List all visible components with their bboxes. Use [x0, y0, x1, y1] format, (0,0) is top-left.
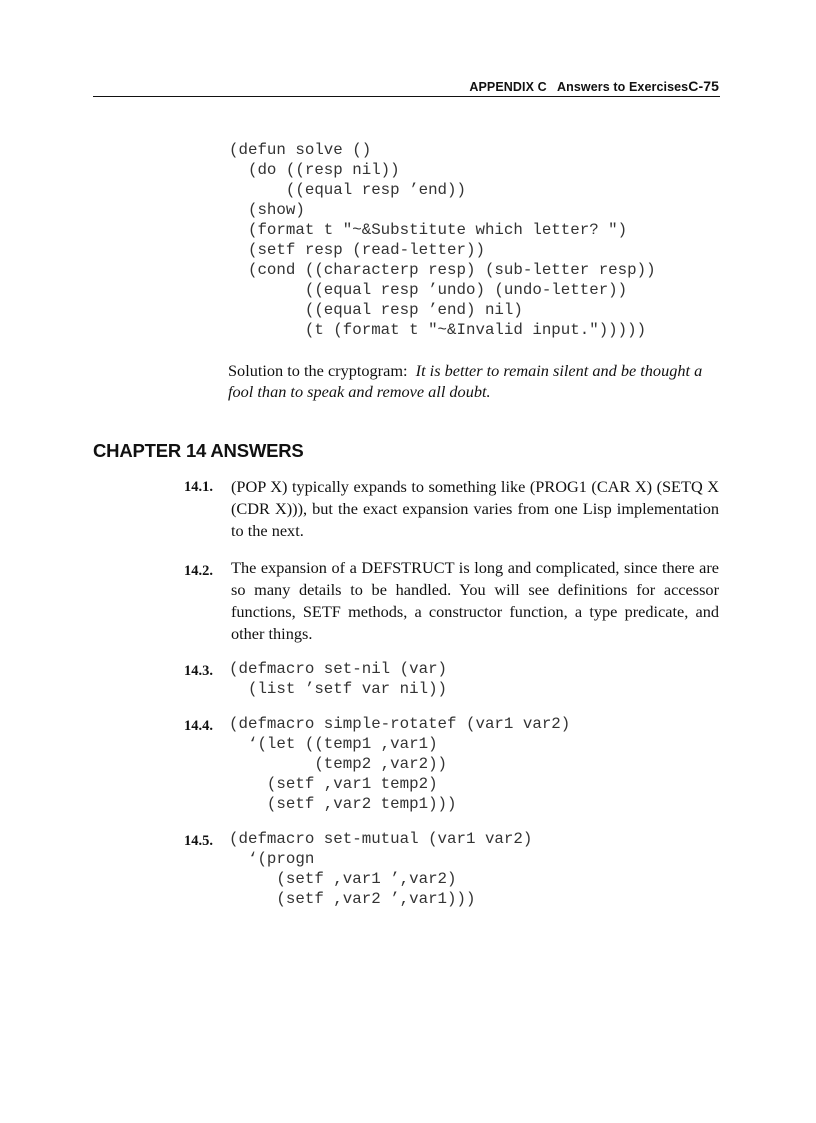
header-rule	[93, 96, 720, 97]
solution-answer: It is better to remain silent and be thought a fool than to speak and remove all doubt.	[228, 361, 703, 401]
exercise-number: 14.4.	[184, 718, 213, 734]
exercise-answer-code: (defmacro simple-rotatef (var1 var2) ‘(let ((temp1 ,var1) (temp2 ,var2)) (setf ,var1 temp2) (setf ,var2 temp1)))	[229, 715, 571, 813]
solve-code-block: (defun solve () (do ((resp nil)) ((equal resp ’end)) (show) (format t "~&Substitute which letter? ") (setf resp (read-letter)) (cond ((characterp resp) (sub-letter resp)) ((equal resp ’undo) (undo-letter)) ((equal resp ’end) nil) (t (format t "~&Invalid input.")))))	[229, 141, 656, 339]
header-appendix: APPENDIX C	[469, 80, 547, 94]
cryptogram-solution	[228, 360, 720, 402]
exercise-answer-code: (defmacro set-mutual (var1 var2) ‘(progn (setf ,var1 ’,var2) (setf ,var2 ’,var1)))	[229, 830, 533, 908]
running-header	[93, 78, 719, 94]
exercise-number: 14.1.	[184, 479, 213, 495]
header-section: Answers to Exercises	[557, 80, 689, 94]
solution-intro: Solution to the cryptogram:	[228, 361, 408, 380]
exercise-number: 14.3.	[184, 663, 213, 679]
exercise-answer-text: The expansion of a DEFSTRUCT is long and complicated, since there are so many details to be handled. You will see definitions for accessor functions, SETF methods, a constructor function, a type predicate, and other things.	[231, 558, 719, 643]
exercise-answer-text: (POP X) typically expands to something like (PROG1 (CAR X) (SETQ X (CDR X))), but the exact expansion varies from one Lisp implementation to the next.	[231, 477, 719, 540]
page-number: C-75	[688, 78, 719, 94]
exercise-number: 14.5.	[184, 833, 213, 849]
exercise-answer-code: (defmacro set-nil (var) (list ’setf var nil))	[229, 660, 448, 698]
chapter-heading: CHAPTER 14 ANSWERS	[93, 440, 304, 461]
exercise-number: 14.2.	[184, 563, 213, 579]
